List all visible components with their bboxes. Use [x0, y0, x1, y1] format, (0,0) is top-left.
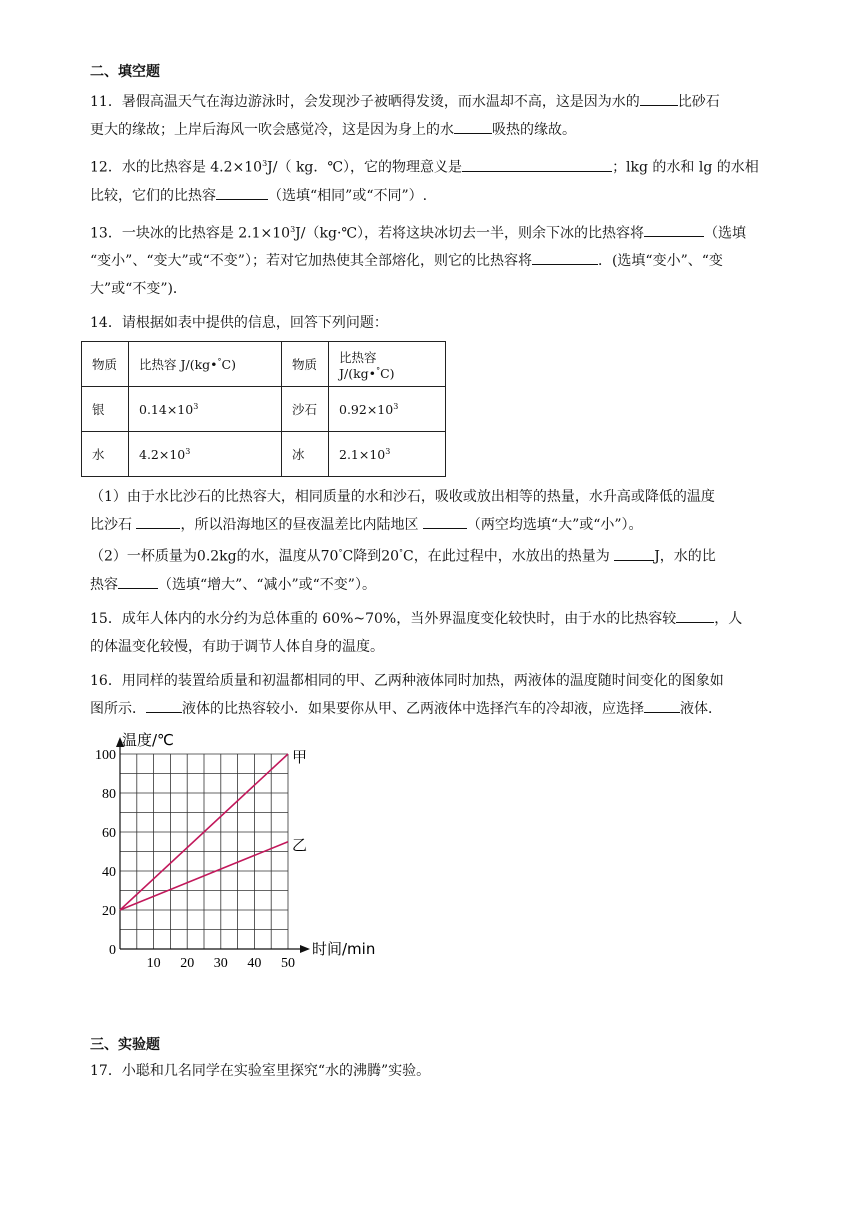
answer-blank[interactable] — [640, 91, 678, 106]
specific-heat-table — [81, 341, 446, 477]
answer-blank[interactable] — [423, 514, 467, 529]
worksheet-page — [90, 62, 780, 1085]
answer-blank[interactable] — [644, 698, 680, 713]
y-axis-label: 温度/℃ — [122, 730, 174, 749]
section-title-fill-blank: 二、填空题 — [90, 64, 160, 80]
x-tick-label: 30 — [213, 955, 228, 969]
x-axis-arrow — [300, 945, 310, 953]
x-axis-label: 时间/min — [312, 939, 376, 958]
answer-blank[interactable] — [462, 157, 612, 172]
question-16: 16．用同样的装置给质量和初温都相同的甲、乙两种液体同时加热，两液体的温度随时间变化的图象如 图所示． 液体的比热容较小．如果要你从甲、乙两液体中选择汽车的冷却液，应选择 液体． 0 20 40 60 80 100 10 20 30 40 50 温度/℃ 时间/min 甲 乙 — [90, 672, 724, 969]
table-header-row: 物质 比热容 J/(kg•°C) 物质 比热容 J/(kg•°C) — [82, 342, 446, 387]
question-13: 13．一块冰的比热容是 $2.1\times 10^3J/(kg\cdot℃)$，若将这块冰切去一半，则余下冰的比热容将 （选填 “变小”、“变大”或“不变”）；若对它加热使其全部熔化，则它的比热容将 ．(选填“变小”、“变 大”或“不变”)． — [90, 216, 780, 304]
table-row: 水 $4.2\times 10^3$ 冰 $2.1\times 10^3$ — [82, 432, 446, 477]
x-tick-label: 50 — [281, 955, 295, 969]
question-14: 14．请根据如表中提供的信息，回答下列问题： 物质 比热容 J/(kg•°C) 物质 比热容 J/(kg•°C) 银 $0.14\times 10^3$ 沙石 $0.92\times 10^3$ 水 $4.2\times 10^3$ 冰 $2.1\times 10^3$ （1）由于水比沙石的比热容大，相同质量的水和沙石，吸收或放出相等的热量，水升高或降低的温度 比沙石 ，所以沿海地区的昼夜温差比内陆地区 （两空均选填“大”或“小”）。 （2）一杯质量为0.2kg的水，温度从70°C降到20°C，在此过程中，水放出的热量为 J，水的比 热容 （选填“增大”、“减小”或“不变”）。 — [90, 309, 780, 599]
y-tick-label: 20 — [102, 903, 116, 919]
section-title-experiment: 三、实验题 — [90, 1036, 160, 1053]
temperature-time-chart — [88, 729, 388, 969]
answer-blank[interactable] — [118, 574, 158, 589]
answer-blank[interactable] — [146, 698, 182, 713]
series-label: 乙 — [292, 835, 308, 854]
question-15: 15．成年人体内的水分约为总体重的 60%~70%，当外界温度变化较快时，由于水的比热容较 ，人 的体温变化较慢，有助于调节人体自身的温度。 — [90, 605, 780, 661]
question-17: 17．小聪和几名同学在实验室里探究“水的沸腾”实验。 — [90, 1062, 431, 1079]
y-tick-label: 0 — [109, 942, 116, 958]
y-tick-label: 80 — [102, 786, 116, 802]
y-tick-label: 60 — [102, 825, 116, 841]
x-tick-label: 20 — [180, 955, 195, 969]
y-tick-label: 100 — [95, 747, 116, 763]
table-row: 银 $0.14\times 10^3$ 沙石 $0.92\times 10^3$ — [82, 387, 446, 432]
question-11: 11．暑假高温天气在海边游泳时，会发现沙子被晒得发烫，而水温却不高，这是因为水的 比砂石 更大的缘故；上岸后海风一吹会感觉冷，这是因为身上的水 吸热的缘故。 — [90, 88, 780, 144]
x-tick-label: 10 — [146, 955, 161, 969]
x-tick-label: 40 — [247, 955, 262, 969]
series-label: 甲 — [292, 747, 308, 766]
answer-blank[interactable] — [532, 250, 598, 265]
answer-blank[interactable] — [644, 222, 704, 237]
answer-blank[interactable] — [216, 185, 268, 200]
answer-blank[interactable] — [614, 546, 654, 561]
answer-blank[interactable] — [454, 119, 492, 134]
question-12: 12．水的比热容是 $4.2\times 10^3J/$（ kg．℃），它的物理意义是 ；lkg 的水和 lg 的水相 比较，它们的比热容 （选填“相同”或“不同”）. — [90, 150, 780, 210]
y-tick-label: 40 — [102, 864, 116, 880]
answer-blank[interactable] — [676, 608, 714, 623]
answer-blank[interactable] — [136, 514, 180, 529]
